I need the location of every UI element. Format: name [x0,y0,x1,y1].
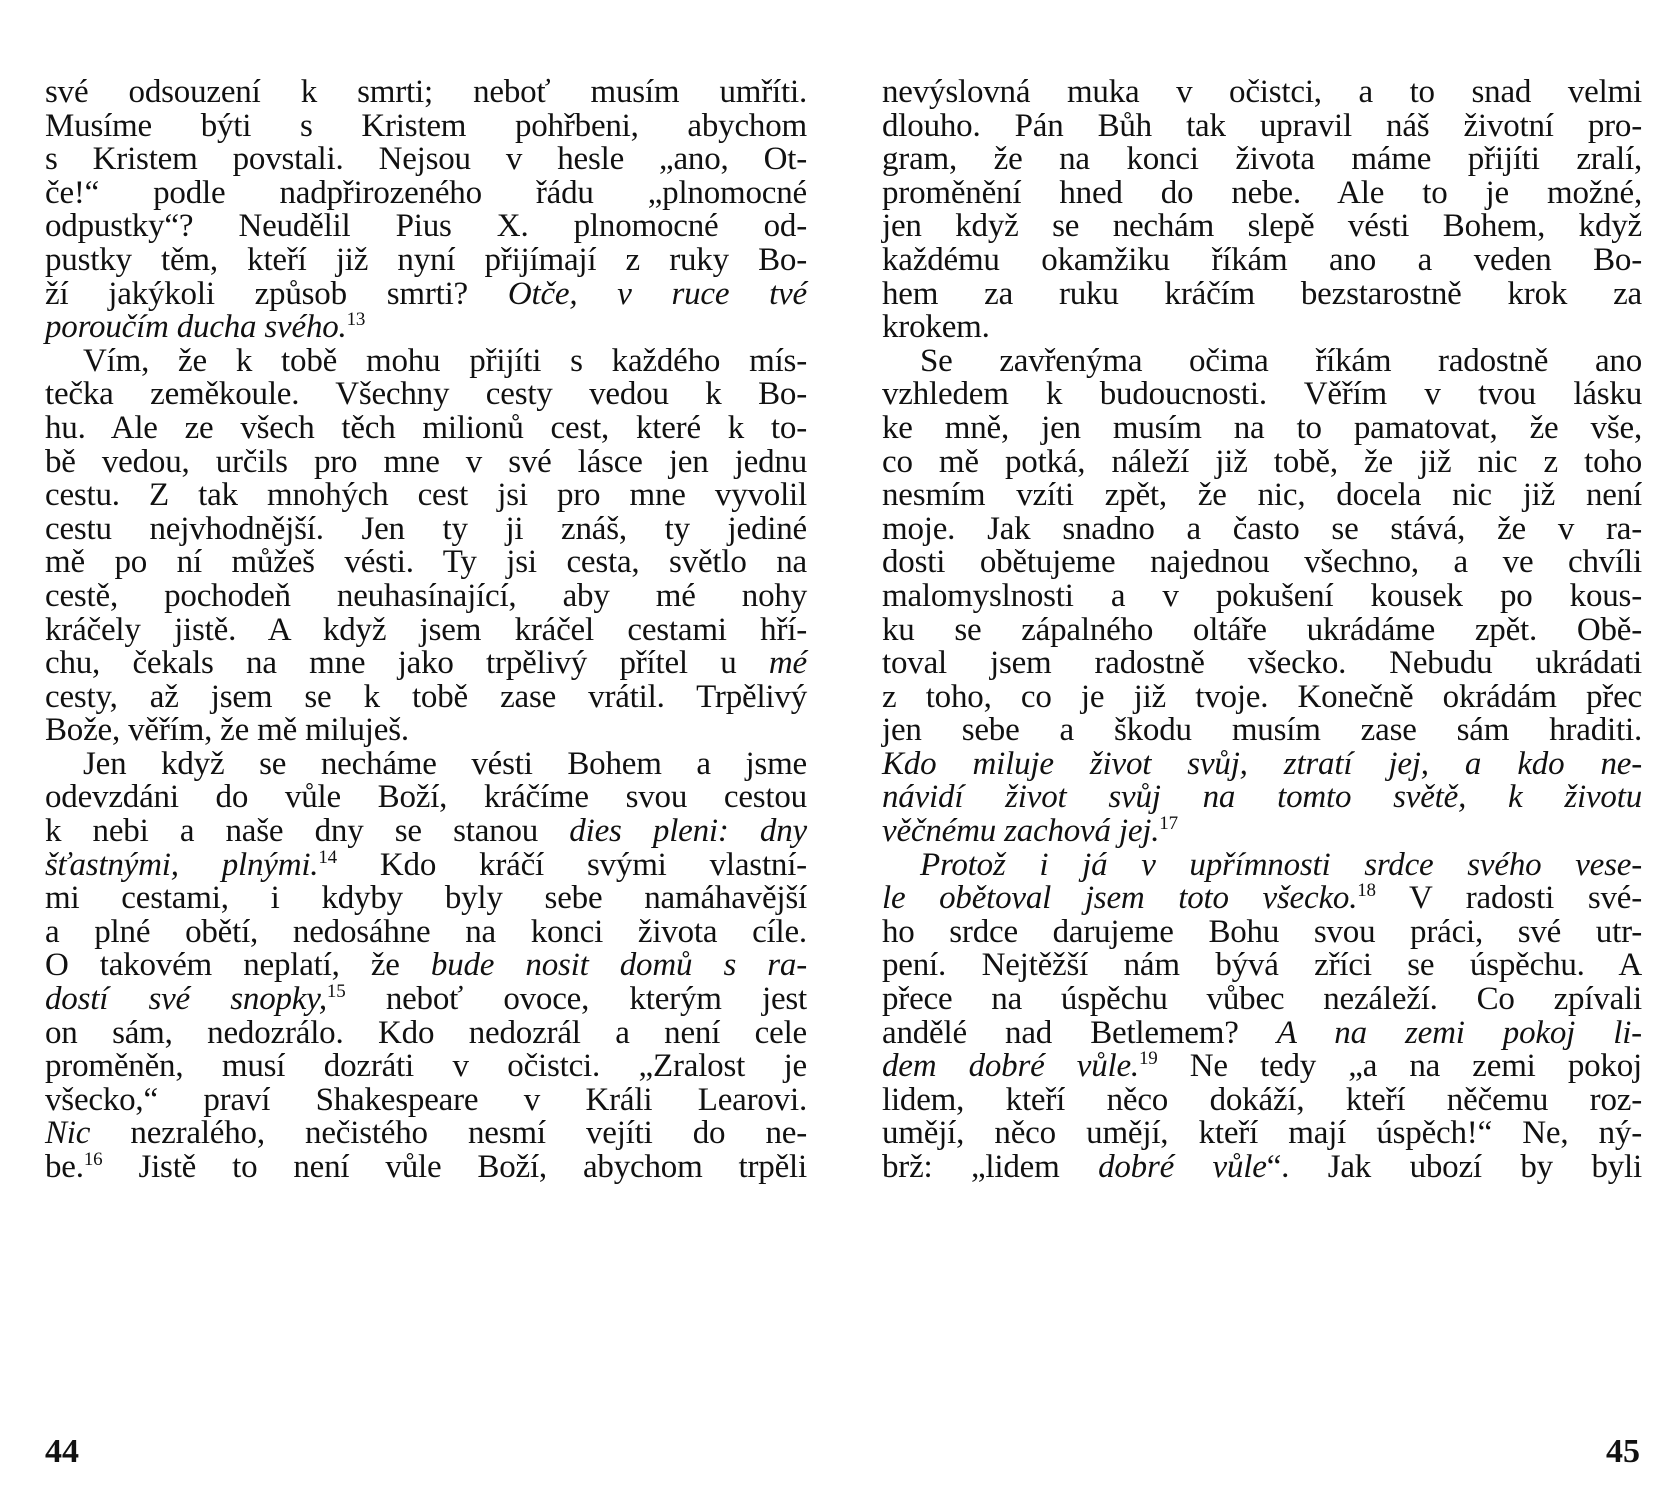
text-line [45,815,807,849]
text-line [45,949,807,983]
text-line: hu. Ale ze všech těch milionů cest, které k to- [45,409,807,446]
text-line: všecko,“ praví Shakespeare v Králi Learovi. [45,1081,807,1118]
footnote-ref: 14 [318,846,337,868]
footnote-ref: 19 [1138,1048,1158,1070]
text-line [45,275,807,312]
page-number-right: 45 [1606,1433,1640,1470]
text-fragment: be. [45,1149,84,1185]
text-line: Kdo miluje život svůj, ztratí jej, a kdo ne- [882,745,1642,782]
text-line: toval jsem radostně všecko. Nebudu ukrádati [882,645,1642,682]
text-line [45,1151,807,1185]
text-line: jen sebe a škodu musím zase sám hraditi. [882,712,1642,749]
text-line: mě po ní můžeš vésti. Ty jsi cesta, světlo na [45,544,807,581]
text-fragment: brž: „lidem [882,1149,1060,1185]
text-line: přece na úspěchu vůbec nezáleží. Co zpívali [882,981,1642,1018]
text-line: dosti obětujeme najednou všechno, a ve chvíli [882,544,1642,581]
text-line [882,815,1642,849]
italic-quote: le obětoval jsem toto všecko. [882,880,1358,917]
text-fragment: Jistě to není vůle Boží, abychom trpěli [138,1149,807,1185]
text-line: ke mně, jen musím na to pamatovat, že vše, [882,409,1642,446]
text-fragment: chu, čekals na mne jako trpělivý přítel u [45,645,737,682]
text-line: bě vedou, určils pro mne v své lásce jen jednu [45,443,807,480]
text-line: své odsouzení k smrti; neboť musím umříti. [45,74,807,110]
text-line: odpustky“? Neudělil Pius X. plnomocné od- [45,208,807,245]
text-fragment: k nebi a naše dny se stanou [45,813,539,850]
text-line: návidí život svůj na tomto světě, k životu [882,779,1642,816]
text-line: nesmím vzíti zpět, že nic, docela nic již není [882,477,1642,514]
text-line: každému okamžiku říkám ano a veden Bo- [882,241,1642,278]
italic-quote: dem dobré vůle. [882,1048,1139,1085]
text-line: cestu. Z tak mnohých cest jsi pro mne vyvolil [45,477,807,514]
text-fragment: andělé nad Betlemem? [882,1014,1239,1051]
text-fragment: O takovém neplatí, že [45,947,400,984]
text-line: cestu nejvhodnější. Jen ty ji znáš, ty jediné [45,510,807,547]
text-line: dlouho. Pán Bůh tak upravil náš životní pro- [882,107,1642,144]
text-line: Jen když se necháme vésti Bohem a jsme [83,745,807,782]
text-line: pustky těm, kteří již nyní přijímají z ruky Bo- [45,241,807,278]
text-line [882,1014,1642,1051]
text-line: proměnění hned do nebe. Ale to je možné, [882,174,1642,211]
italic-quote: poroučím ducha svého. [45,309,347,346]
footnote-ref: 18 [1357,880,1376,902]
text-line [45,1117,807,1151]
text-line: on sám, nedozrálo. Kdo nedozrál a není cele [45,1014,807,1051]
text-line: cesty, až jsem se k tobě zase vrátil. Trpělivý [45,678,807,715]
italic-quote: bude nosit domů s ra- [430,947,807,984]
text-line: gram, že na konci života máme přijíti zralí, [882,141,1642,178]
text-line: ku se zápalného oltáře ukrádáme zpět. Obě- [882,611,1642,648]
text-line: moje. Jak snadno a často se stává, že v ra- [882,510,1642,547]
right-page [882,76,1642,1185]
text-fragment: Kdo kráčí svými vlastní- [379,846,807,883]
italic-quote: šťastnými, plnými. [45,846,319,883]
text-line: ho srdce darujeme Bohu svou práci, své utr- [882,913,1642,950]
italic-word: mé [768,645,807,682]
italic-quote: dies pleni: dny [569,813,807,850]
text-line: če!“ podle nadpřirozeného řádu „plnomocné [45,174,807,211]
left-page [45,76,807,1185]
italic-quote: dostí své snopky, [45,981,327,1018]
page-number-left: 44 [45,1433,79,1470]
text-line: cestě, pochodeň neuhasínající, aby mé nohy [45,577,807,614]
text-fragment: “. Jak ubozí by byli [1266,1149,1642,1185]
footnote-ref: 15 [326,981,346,1003]
text-line: malomyslnosti a v pokušení kousek po kous- [882,577,1642,614]
italic-word: Nic [45,1115,91,1152]
text-line [45,647,807,681]
text-line: Vím, že k tobě mohu přijíti s každého mís- [83,342,807,379]
text-fragment: V radosti své- [1408,880,1642,917]
text-line: tečka zeměkoule. Všechny cesty vedou k Bo- [45,376,807,413]
text-line: s Kristem povstali. Nejsou v hesle „ano, Ot- [45,141,807,178]
text-fragment: neboť ovoce, kterým jest [385,981,808,1018]
text-line: vzhledem k budoucnosti. Věřím v tvou lásku [882,376,1642,413]
text-line: mi cestami, i kdyby byly sebe namáhavější [45,880,807,917]
text-line: krokem. [882,309,990,346]
text-line: a plné obětí, nedosáhne na konci života cíle. [45,913,807,950]
text-line [882,882,1642,916]
text-line: Protož i já v upřímnosti srdce svého vese- [920,846,1642,883]
text-line: proměněn, musí dozráti v očistci. „Zralost je [45,1048,807,1085]
text-line: nevýslovná muka v očistci, a to snad velmi [882,74,1642,110]
text-line: jen když se nechám slepě vésti Bohem, když [882,208,1642,245]
text-line: Bože, věřím, že mě miluješ. [45,712,409,749]
text-line [882,1151,1642,1185]
text-fragment: nezralého, nečistého nesmí vejíti do ne- [130,1115,807,1152]
text-line [45,983,807,1017]
text-line: odevzdáni do vůle Boží, kráčíme svou cestou [45,779,807,816]
text-line [45,846,807,883]
text-line: hem za ruku kráčím bezstarostně krok za [882,275,1642,312]
text-line: kráčely jistě. A když jsem kráčel cestami hří- [45,611,807,648]
text-line: Se zavřenýma očima říkám radostně ano [920,342,1642,379]
text-line [882,1050,1642,1084]
footnote-ref: 13 [346,309,366,331]
text-line: lidem, kteří něco dokáží, kteří něčemu roz- [882,1081,1642,1118]
italic-word: dobré vůle [1098,1149,1267,1185]
italic-quote: A na zemi pokoj li- [1276,1014,1642,1051]
text-line: pení. Nejtěžší nám bývá zříci se úspěchu. A [882,947,1642,984]
text-fragment: ží jakýkoli způsob smrti? [45,275,469,312]
text-line: z toho, co je již tvoje. Konečně okrádám přec [882,678,1642,715]
text-line: Musíme býti s Kristem pohřbeni, abychom [45,107,807,144]
footnote-ref: 17 [1159,813,1178,835]
footnote-ref: 16 [83,1149,103,1170]
text-line [45,311,807,345]
italic-quote: Otče, v ruce tvé [507,275,807,312]
text-line: co mě potká, náleží již tobě, že již nic z toho [882,443,1642,480]
text-fragment: Ne tedy „a na zemi pokoj [1189,1048,1643,1085]
text-line: umějí, něco umějí, kteří mají úspěch!“ Ne, ný- [882,1115,1642,1152]
italic-quote: věčnému zachová jej. [882,813,1160,850]
